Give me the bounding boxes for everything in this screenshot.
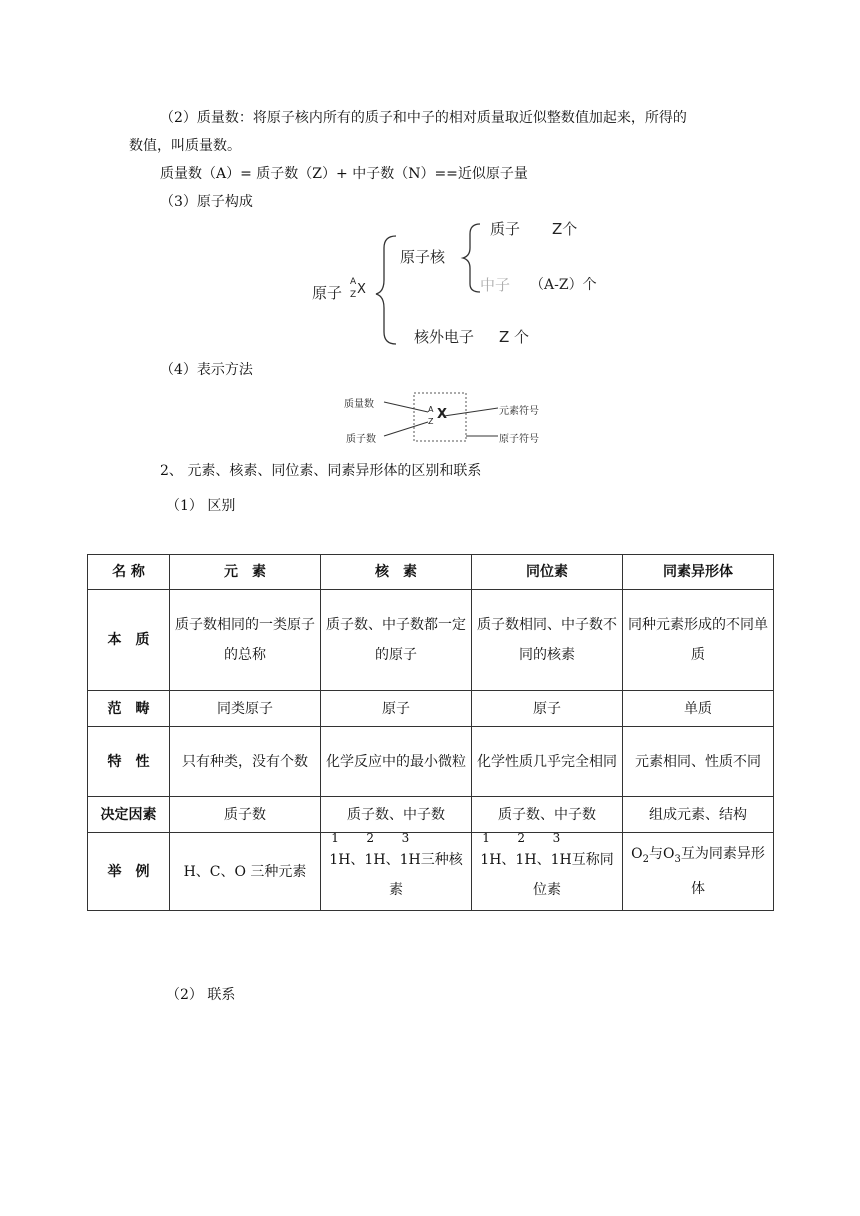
row-label: 决定因素 — [88, 797, 170, 833]
table-cell: 原子 — [321, 691, 472, 727]
table-header: 核 素 — [321, 555, 472, 590]
fig-atom-symbol: 原子符号 — [499, 434, 539, 445]
composition-heading: （3）原子构成 — [160, 194, 253, 210]
isotope-deuterium: 2 1H — [515, 830, 537, 868]
fig-x: X — [437, 407, 448, 422]
tree-electron-count: Z 个 — [499, 328, 530, 346]
outer-brace — [376, 236, 396, 344]
mass-number-heading: （2）质量数：将原子核内所有的质子和中子的相对质量取近似整数值加起来，所得的 — [160, 110, 687, 126]
tree-proton: 质子 — [490, 220, 521, 238]
example-allotrope-cell: $O_2$与$O_3$互为同素异形体 — [623, 833, 774, 911]
fig-mass-number: 质量数 — [344, 399, 374, 410]
example-nuclide-cell: 1 1H、 2 1H、 3 1H三种核素 — [321, 833, 472, 911]
tree-electron: 核外电子 — [414, 328, 475, 346]
section-2-sub1: （1） 区别 — [166, 498, 236, 514]
notation-figure — [342, 390, 552, 446]
table-row — [88, 727, 774, 797]
table-header: 名 称 — [88, 555, 170, 590]
nuclide-tritium: 3 1H — [399, 830, 421, 868]
section-2-heading: 2、 元素、核素、同位素、同素异形体的区别和联系 — [160, 463, 482, 479]
table-row — [88, 590, 774, 691]
fig-sup: A — [428, 405, 434, 414]
inner-brace — [463, 224, 480, 292]
table-row — [88, 797, 774, 833]
tree-symbol-element: X — [357, 282, 366, 297]
tree-nucleus: 原子核 — [400, 248, 446, 266]
table-header: 元 素 — [170, 555, 321, 590]
table-cell: 质子数相同、中子数不同的核素 — [472, 590, 623, 691]
table-cell: 同种元素形成的不同单质 — [623, 590, 774, 691]
tree-neutron: 中子 — [480, 276, 511, 294]
fig-element-symbol: 元素符号 — [499, 406, 539, 417]
mass-number-pointer — [384, 402, 428, 412]
atom-composition-diagram — [300, 210, 620, 350]
table-header: 同位素 — [472, 555, 623, 590]
isotope-protium: 1 1H — [480, 830, 502, 868]
table-cell: 单质 — [623, 691, 774, 727]
row-label: 范 畴 — [88, 691, 170, 727]
row-label: 本 质 — [88, 590, 170, 691]
section-2-sub2: （2） 联系 — [166, 987, 236, 1003]
fig-proton-number: 质子数 — [346, 434, 376, 445]
table-cell: 元素相同、性质不同 — [623, 727, 774, 797]
table-cell: 原子 — [472, 691, 623, 727]
table-cell: 质子数、中子数 — [472, 797, 623, 833]
table-cell: 化学性质几乎完全相同 — [472, 727, 623, 797]
table-cell: 只有种类，没有个数 — [170, 727, 321, 797]
tree-proton-count: Z个 — [552, 220, 578, 238]
proton-number-pointer — [384, 422, 428, 436]
notation-heading: （4）表示方法 — [160, 362, 253, 378]
table-cell: 质子数相同的一类原子的总称 — [170, 590, 321, 691]
comparison-table — [87, 554, 774, 911]
nuclide-protium: 1 1H — [329, 830, 351, 868]
table-cell: 组成元素、结构 — [623, 797, 774, 833]
table-cell: 质子数、中子数 — [321, 797, 472, 833]
tree-root-atom: 原子 — [312, 284, 343, 302]
row-label: 举 例 — [88, 833, 170, 911]
tree-symbol-mass: A — [350, 277, 357, 287]
element-symbol-pointer — [444, 408, 498, 416]
mass-number-formula: 质量数（A）= 质子数（Z）+ 中子数（N）==近似原子量 — [160, 166, 528, 182]
tree-symbol-atomic: Z — [350, 290, 357, 300]
mass-number-continuation: 数值，叫质量数。 — [129, 138, 241, 154]
nuclide-deuterium: 2 1H — [364, 830, 386, 868]
table-cell: 质子数 — [170, 797, 321, 833]
example-isotope-cell: 1 1H、 2 1H、 3 1H互称同位素 — [472, 833, 623, 911]
table-cell: 化学反应中的最小微粒 — [321, 727, 472, 797]
tree-neutron-count: （A-Z）个 — [530, 277, 597, 293]
table-header-row — [88, 555, 774, 590]
row-label: 特 性 — [88, 727, 170, 797]
table-cell: 质子数、中子数都一定的原子 — [321, 590, 472, 691]
table-row — [88, 691, 774, 727]
table-header: 同素异形体 — [623, 555, 774, 590]
isotope-tritium: 3 1H — [550, 830, 572, 868]
fig-sub: Z — [428, 417, 434, 426]
table-cell: 同类原子 — [170, 691, 321, 727]
table-row-example — [88, 833, 774, 911]
example-element-cell: H、C、O 三种元素 — [170, 833, 321, 911]
